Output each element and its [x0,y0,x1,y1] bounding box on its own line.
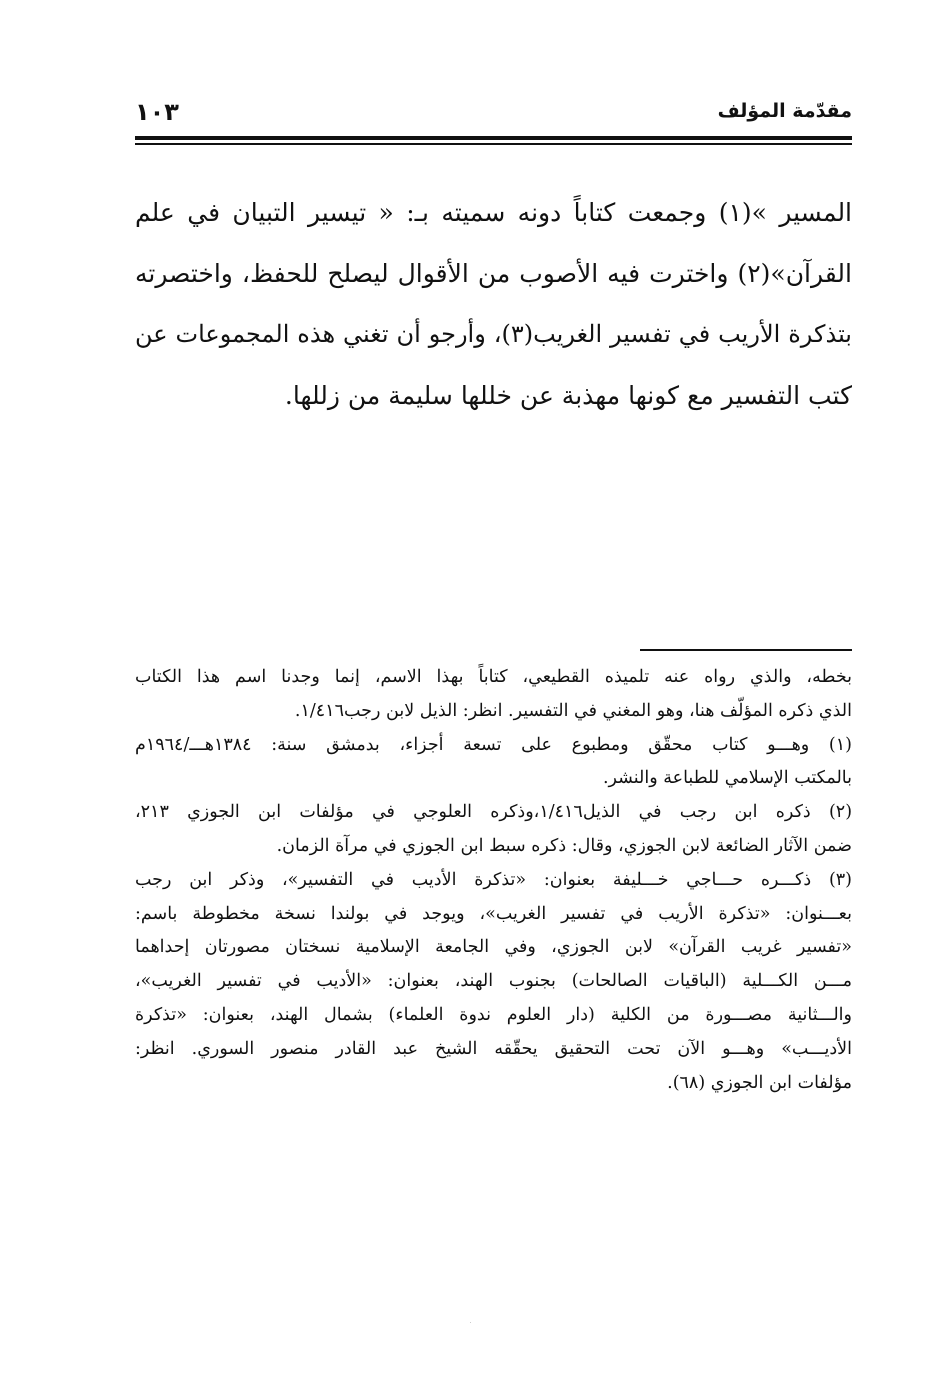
footnote-1 [135,729,852,797]
scan-speck [470,1322,471,1323]
footnote-3 [135,864,852,1101]
footnote-line: الذي ذكره المؤلّف هنا، وهو المغني في التفسير. انظر: الذيل لابن رجب١/٤١٦. [294,700,852,721]
footnote-line: مـــن الكـــلية (الباقيات الصالحات) بجنوب الهند، بعنوان: «الأديب في تفسير الغريب»، [135,971,852,992]
running-header [135,98,852,134]
header-rule-thick [135,136,852,140]
footnotes [135,661,852,1100]
footnote-2 [135,796,852,864]
footnote-line: بعـــنوان: «تذكرة الأريب في تفسير الغريب»، ويوجد في بولندا نسخة مخطوطة باسم: [135,903,852,924]
main-text-line: المسير »(١) وجمعت كتاباً دونه سميته بـ: « تيسير التبيان في علم [135,198,852,227]
chapter-title: مقدّمة المؤلف [717,100,852,122]
header-rule-thin [135,143,852,145]
footnote-line: (٣) ذكـــره حـــاجي خـــليفة بعنوان: «تذكرة الأديب في التفسير»، وذكر ابن رجب [135,869,852,890]
main-text-line: القرآن»(٢) واخترت فيه الأصوب من الأقوال ليصلح للحفظ، واختصرته [135,259,852,288]
main-text [135,182,852,426]
footnote-line: (٢) ذكره ابن رجب في الذيل١/٤١٦،وذكره العلوجي في مؤلفات ابن الجوزي ٢١٣، [135,802,852,823]
footnote-line: «تفسير غريب القرآن» لابن الجوزي، وفي الجامعة الإسلامية نسختان مصورتان إحداهما [135,937,852,958]
footnote-line: والـــثانية مصـــورة من الكلية (دار العلوم ندوة العلماء) بشمال الهند، بعنوان: «تذكرة [135,1004,852,1025]
footnote-line: (١) وهـــو كتاب محقّق ومطبوع على تسعة أجزاء، بدمشق سنة: ١٣٨٤هـــ/١٩٦٤م [135,734,852,755]
page-number: ١٠٣ [135,98,179,126]
main-text-line: بتذكرة الأريب في تفسير الغريب(٣)، وأرجو أن تغني هذه المجموعات عن [135,320,852,348]
footnote-line: بخطه، والذي رواه عنه تلميذه القطيعي، كتاباً بهذا الاسم، إنما وجدنا اسم هذا الكتاب [135,667,852,687]
footnote-line: ضمن الآثار الضائعة لابن الجوزي، وقال: ذكره سبط ابن الجوزي في مرآة الزمان. [276,835,852,856]
footnote-continuation [135,661,852,729]
footnote-line: بالمكتب الإسلامي للطباعة والنشر. [602,768,852,789]
footnote-line: الأديـــب» وهـــو الآن تحت التحقيق يحقّقه الشيخ عبد القادر منصور السوري. انظر: [135,1038,852,1059]
footnote-separator [640,649,852,651]
footnote-line: مؤلفات ابن الجوزي (٦٨). [667,1072,852,1093]
main-text-line: كتب التفسير مع كونها مهذبة عن خللها سليمة من زللها. [284,381,852,410]
